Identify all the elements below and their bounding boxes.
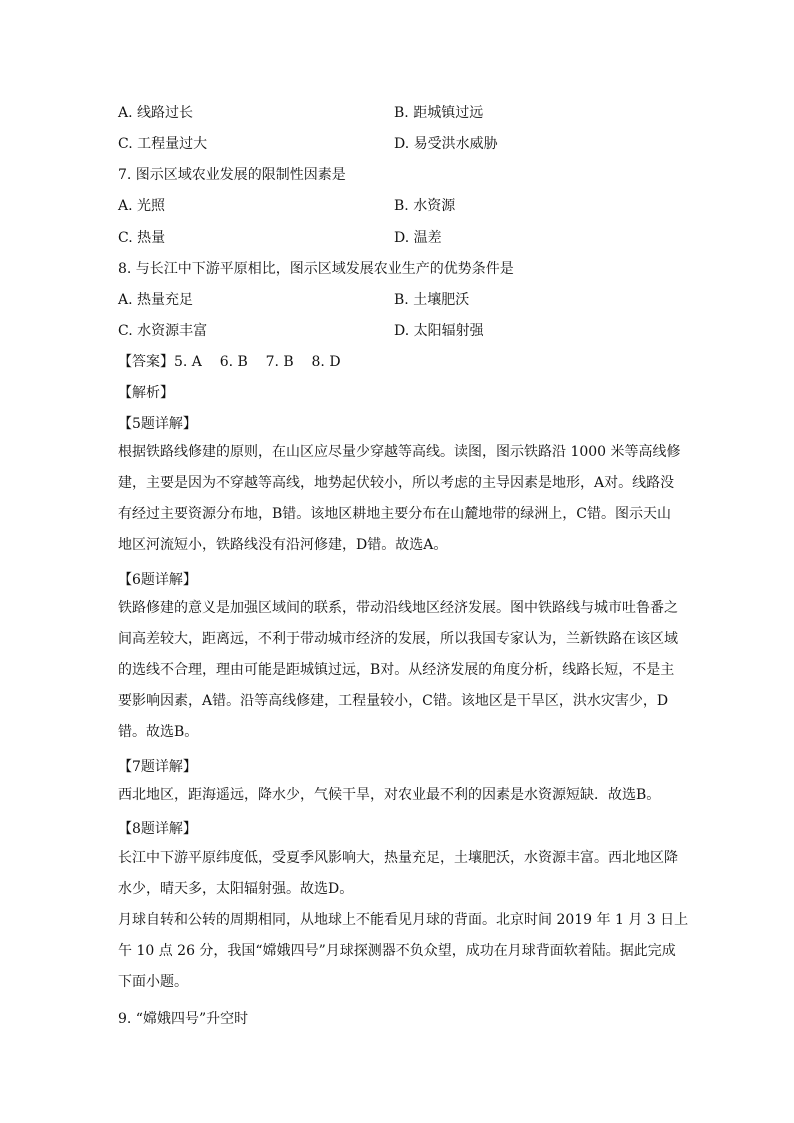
q7-option-b: B. 水资源: [394, 198, 456, 214]
d8-paragraph: [118, 843, 678, 905]
d5-paragraph: [118, 437, 681, 561]
q8-option-b: B. 土壤肥沃: [394, 292, 470, 308]
intro-line: 午 10 点 26 分，我国“嫦娥四号”月球探测器不负众望，成功在月球背面软着陆。据此完成: [118, 943, 676, 959]
d5-line: 建，主要是因为不穿越等高线，地势起伏较小，所以考虑的主导因素是地形，A对。线路没: [118, 475, 675, 491]
q6-option-d: D. 易受洪水威胁: [394, 136, 498, 152]
d6-line: 间高差较大，距离远，不利于带动城市经济的发展，所以我国专家认为，兰新铁路在该区域: [118, 631, 678, 647]
d8-line: 水少，晴天多，太阳辐射强。故选D。: [118, 881, 354, 897]
d6-heading: 【6题详解】: [118, 572, 197, 588]
intro-line: 月球自转和公转的周期相同，从地球上不能看见月球的背面。北京时间 2019 年 1 月 3 日上: [118, 912, 689, 928]
d6-paragraph: [118, 593, 678, 748]
d6-line: 铁路修建的意义是加强区域间的联系，带动沿线地区经济发展。图中铁路线与城市吐鲁番之: [118, 600, 678, 616]
q8-option-a: A. 热量充足: [118, 292, 194, 308]
q7-option-c: C. 热量: [118, 230, 166, 246]
d6-line: 错。故选B。: [118, 724, 199, 740]
q8-option-d: D. 太阳辐射强: [394, 323, 484, 339]
q8-stem: 8. 与长江中下游平原相比，图示区域发展农业生产的优势条件是: [118, 261, 514, 277]
q8-option-c: C. 水资源丰富: [118, 323, 208, 339]
d7-heading: 【7题详解】: [118, 759, 197, 775]
q7-stem: 7. 图示区域农业发展的限制性因素是: [118, 167, 346, 183]
q6-option-a: A. 线路过长: [118, 105, 194, 121]
d6-line: 的选线不合理，理由可能是距城镇过远，B对。从经济发展的角度分析，线路长短，不是主: [118, 662, 675, 678]
q6-option-b: B. 距城镇过远: [394, 105, 484, 121]
q9-stem: 9. “嫦娥四号”升空时: [118, 1011, 249, 1027]
q7-option-a: A. 光照: [118, 198, 166, 214]
d5-heading: 【5题详解】: [118, 416, 197, 432]
moon-intro-paragraph: [118, 905, 689, 998]
d7-paragraph: [118, 780, 678, 811]
d8-heading: 【8题详解】: [118, 821, 197, 837]
analysis-heading: 【解析】: [118, 385, 174, 401]
d5-line: 地区河流短小，铁路线没有沿河修建，D错。故选A。: [118, 537, 448, 553]
intro-line: 下面小题。: [118, 974, 188, 990]
d8-line: 长江中下游平原纬度低，受夏季风影响大，热量充足，土壤肥沃，水资源丰富。西北地区降: [118, 850, 678, 866]
q7-option-d: D. 温差: [394, 230, 442, 246]
d7-line: 西北地区，距海遥远，降水少，气候干旱，对农业最不利的因素是水资源短缺．故选B。: [118, 787, 661, 803]
d6-line: 要影响因素，A错。沿等高线修建，工程量较小，C错。该地区是干旱区，洪水灾害少，D: [118, 693, 669, 709]
d5-line: 根据铁路线修建的原则，在山区应尽量少穿越等高线。读图，图示铁路沿 1000 米等高线修: [118, 444, 681, 460]
q6-option-c: C. 工程量过大: [118, 136, 208, 152]
answer-line: 【答案】5. A 6. B 7. B 8. D: [118, 354, 341, 370]
d5-line: 有经过主要资源分布地，B错。该地区耕地主要分布在山麓地带的绿洲上，C错。图示天山: [118, 506, 671, 522]
